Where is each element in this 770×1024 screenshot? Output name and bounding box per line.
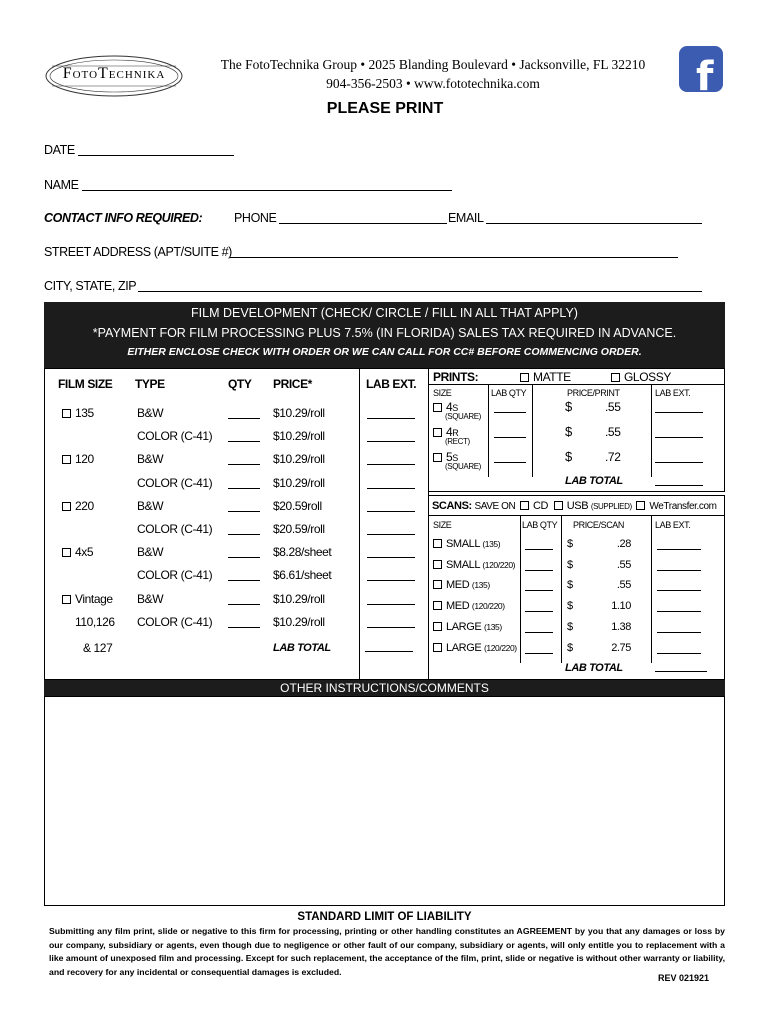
prints-lab-total-field[interactable] xyxy=(655,475,703,486)
film-price: $10.29/roll xyxy=(273,452,325,467)
print-price: .55 xyxy=(605,425,621,439)
scan-row xyxy=(429,559,724,577)
film-size-label: 120 xyxy=(75,452,94,467)
matte-checkbox[interactable] xyxy=(520,373,529,382)
scan-lab-ext-field[interactable] xyxy=(657,622,701,633)
film-qty-field[interactable] xyxy=(228,478,260,489)
film-type: COLOR (C-41) xyxy=(137,429,213,444)
scan-dollar: $ xyxy=(567,579,573,592)
scan-size-checkbox[interactable] xyxy=(433,601,442,610)
scans-price-header: PRICE/SCAN xyxy=(573,520,625,530)
film-banner-line3: EITHER ENCLOSE CHECK WITH ORDER OR WE CAN CALL FOR CC# BEFORE COMMENCING ORDER. xyxy=(127,346,642,358)
print-qty-field[interactable] xyxy=(494,427,526,438)
scan-size: LARGE xyxy=(446,641,482,654)
film-qty-field[interactable] xyxy=(228,594,260,605)
name-field[interactable] xyxy=(82,179,452,191)
print-size: 4 xyxy=(446,400,453,414)
revision-label: REV 021921 xyxy=(658,973,710,983)
film-size-label: 135 xyxy=(75,406,94,420)
scan-size-checkbox[interactable] xyxy=(433,539,442,548)
scan-lab-ext-field[interactable] xyxy=(657,601,701,612)
film-lab-ext-field[interactable] xyxy=(367,594,415,605)
film-lab-ext-field[interactable] xyxy=(367,524,415,535)
scan-qty-field[interactable] xyxy=(525,643,553,654)
scan-lab-ext-field[interactable] xyxy=(657,539,701,550)
price-header: PRICE* xyxy=(273,377,312,391)
film-qty-field[interactable] xyxy=(228,570,260,581)
print-row xyxy=(429,450,724,474)
film-price: $10.29/roll xyxy=(273,406,325,420)
matte-label: MATTE xyxy=(533,370,571,384)
liability-title: STANDARD LIMIT OF LIABILITY xyxy=(297,911,472,923)
film-row xyxy=(45,522,429,542)
film-size-cell[interactable] xyxy=(62,452,94,466)
film-type: B&W xyxy=(137,591,164,606)
print-size-sub: R xyxy=(452,428,459,438)
film-size-label: Vintage xyxy=(75,591,113,606)
film-qty-field[interactable] xyxy=(228,617,260,628)
phone-field[interactable] xyxy=(279,212,447,224)
film-price: $8.28/sheet xyxy=(273,545,332,560)
film-size-label: 220 xyxy=(75,498,94,513)
scan-price: 2.75 xyxy=(611,641,631,654)
scans-qty-header: LAB QTY xyxy=(522,520,558,530)
print-dollar: $ xyxy=(565,449,572,464)
scan-size-note: (120/220) xyxy=(482,559,516,570)
scan-dollar: $ xyxy=(567,558,573,571)
scans-ext-header: LAB EXT. xyxy=(655,520,691,530)
comments-box[interactable] xyxy=(44,696,725,906)
cd-checkbox[interactable] xyxy=(520,501,529,510)
usb-label: USB xyxy=(566,500,589,512)
scan-size: SMALL xyxy=(446,558,480,571)
film-row xyxy=(45,615,429,635)
scan-price: .28 xyxy=(616,538,631,550)
prints-title: PRINTS: xyxy=(433,370,479,384)
city-field[interactable] xyxy=(138,280,702,292)
film-banner xyxy=(44,302,725,368)
scan-dollar: $ xyxy=(567,620,573,633)
film-lab-ext-field[interactable] xyxy=(367,617,415,628)
print-price: .72 xyxy=(605,450,621,464)
film-qty-field[interactable] xyxy=(228,547,260,558)
type-header: TYPE xyxy=(135,377,165,391)
scan-row xyxy=(429,642,724,660)
glossy-label: GLOSSY xyxy=(624,370,671,384)
film-price: $20.59/roll xyxy=(273,522,325,536)
qty-header: QTY xyxy=(228,377,252,391)
film-type: COLOR (C-41) xyxy=(137,522,213,536)
lab-ext-header: LAB EXT. xyxy=(366,377,417,391)
film-price: $6.61/sheet xyxy=(273,568,332,583)
print-dollar: $ xyxy=(565,424,572,439)
scan-size-cell[interactable] xyxy=(433,559,515,571)
scan-price: .55 xyxy=(616,558,631,571)
print-size: 5 xyxy=(446,450,453,464)
film-price: $10.29/roll xyxy=(273,475,325,490)
glossy-option[interactable] xyxy=(611,370,671,384)
scans-box xyxy=(428,495,725,680)
city-label: CITY, STATE, ZIP xyxy=(44,279,137,293)
film-row xyxy=(45,476,429,496)
film-size-checkbox[interactable] xyxy=(62,502,71,511)
film-type: COLOR (C-41) xyxy=(137,614,213,629)
scan-size: MED xyxy=(446,579,470,592)
scan-size-checkbox[interactable] xyxy=(433,580,442,589)
film-row xyxy=(45,406,429,426)
film-lab-ext-field[interactable] xyxy=(367,478,415,489)
scans-title: SCANS: xyxy=(432,500,472,512)
print-size-sub: S xyxy=(452,453,458,463)
scan-dollar: $ xyxy=(567,641,573,654)
film-table xyxy=(44,368,428,680)
film-qty-field[interactable] xyxy=(228,408,260,419)
scan-qty-field[interactable] xyxy=(525,580,553,591)
film-size-cell[interactable] xyxy=(62,499,94,513)
scan-size-note: (120/220) xyxy=(483,642,517,653)
scan-row xyxy=(429,600,724,618)
scan-price: .55 xyxy=(616,579,631,592)
film-price: $10.29/roll xyxy=(273,591,325,606)
scan-size-cell[interactable] xyxy=(433,538,500,550)
scan-size-checkbox[interactable] xyxy=(433,560,442,569)
film-size-cell xyxy=(75,615,115,629)
print-row xyxy=(429,400,724,424)
usb-checkbox[interactable] xyxy=(554,501,563,510)
film-size-checkbox[interactable] xyxy=(62,409,71,418)
film-price: $10.29/roll xyxy=(273,429,325,444)
scan-qty-field[interactable] xyxy=(525,560,553,571)
film-size-cell[interactable] xyxy=(62,545,93,559)
prints-lab-total-label: LAB TOTAL xyxy=(565,475,623,487)
film-qty-field[interactable] xyxy=(228,501,260,512)
film-banner-line1: FILM DEVELOPMENT (CHECK/ CIRCLE / FILL IN ALL THAT APPLY) xyxy=(191,306,578,320)
contact-required-label: CONTACT INFO REQUIRED: xyxy=(44,211,203,225)
comments-header: OTHER INSTRUCTIONS/COMMENTS xyxy=(44,680,725,696)
scan-row xyxy=(429,621,724,639)
scan-qty-field[interactable] xyxy=(525,539,553,550)
print-size-checkbox[interactable] xyxy=(433,428,442,437)
scan-size: SMALL xyxy=(446,538,480,550)
film-row xyxy=(45,452,429,472)
film-lab-total-field[interactable] xyxy=(365,641,413,652)
film-size-cell[interactable] xyxy=(62,592,113,606)
print-size-checkbox[interactable] xyxy=(433,403,442,412)
film-type: B&W xyxy=(137,545,164,560)
film-row xyxy=(45,568,429,588)
print-lab-ext-field[interactable] xyxy=(655,402,703,413)
film-size-label: 110,126 xyxy=(75,614,115,629)
film-qty-field[interactable] xyxy=(228,524,260,535)
film-type: B&W xyxy=(137,406,164,420)
scan-row xyxy=(429,538,724,556)
film-size-cell[interactable] xyxy=(62,406,94,420)
email-label: EMAIL xyxy=(448,211,484,225)
wetransfer-checkbox[interactable] xyxy=(636,501,645,510)
print-row xyxy=(429,425,724,449)
date-label: DATE xyxy=(44,143,75,157)
print-size-checkbox[interactable] xyxy=(433,453,442,462)
scan-qty-field[interactable] xyxy=(525,622,553,633)
usb-note: (SUPPLIED) xyxy=(590,502,632,511)
company-line: The FotoTechnika Group • 2025 Blanding Boulevard • Jacksonville, FL 32210 xyxy=(220,57,646,72)
street-label: STREET ADDRESS (APT/SUITE #) xyxy=(44,245,232,259)
scans-lab-total-field[interactable] xyxy=(655,661,707,672)
scan-size-checkbox[interactable] xyxy=(433,622,442,631)
scan-size-note: (135) xyxy=(482,539,501,549)
film-price: $10.29/roll xyxy=(273,614,325,629)
scan-size-cell[interactable] xyxy=(433,579,490,591)
matte-option[interactable] xyxy=(520,370,571,384)
prints-size-header: SIZE xyxy=(433,388,452,398)
prints-box xyxy=(428,368,725,492)
film-size-checkbox[interactable] xyxy=(62,595,71,604)
print-size-sub: S xyxy=(452,403,458,413)
scan-lab-ext-field[interactable] xyxy=(657,580,701,591)
scan-qty-field[interactable] xyxy=(525,601,553,612)
scans-title-row xyxy=(432,500,717,512)
facebook-icon[interactable]: f xyxy=(679,46,723,92)
scans-lab-total-label: LAB TOTAL xyxy=(565,662,623,674)
date-field[interactable] xyxy=(78,144,234,156)
scan-dollar: $ xyxy=(567,538,573,550)
film-size-checkbox[interactable] xyxy=(62,548,71,557)
scan-price: 1.38 xyxy=(611,620,631,633)
scan-size-note: (120/220) xyxy=(471,601,505,612)
film-size-header: FILM SIZE xyxy=(58,377,113,391)
save-on-label: SAVE ON xyxy=(474,501,516,512)
logo-text: FotoTechnika xyxy=(62,65,166,82)
film-price: $20.59roll xyxy=(273,498,322,513)
scan-dollar: $ xyxy=(567,600,573,613)
scan-lab-ext-field[interactable] xyxy=(657,560,701,571)
phone-label: PHONE xyxy=(234,211,277,225)
scan-size: LARGE xyxy=(446,620,482,633)
email-field[interactable] xyxy=(486,212,702,224)
prints-ext-header: LAB EXT. xyxy=(655,388,691,398)
scan-size-checkbox[interactable] xyxy=(433,643,442,652)
name-label: NAME xyxy=(44,178,79,192)
print-qty-field[interactable] xyxy=(494,402,526,413)
film-type: B&W xyxy=(137,452,164,467)
film-row xyxy=(45,592,429,612)
film-row xyxy=(45,545,429,565)
film-row xyxy=(45,429,429,449)
print-size-note: (SQUARE) xyxy=(445,412,481,421)
page-title: PLEASE PRINT xyxy=(326,100,444,117)
contact-line: 904-356-2503 • www.fototechnika.com xyxy=(326,76,540,91)
film-qty-field[interactable] xyxy=(228,431,260,442)
print-size: 4 xyxy=(446,425,453,439)
scan-size-cell[interactable] xyxy=(433,642,517,654)
print-lab-ext-field[interactable] xyxy=(655,427,703,438)
print-qty-field[interactable] xyxy=(494,452,526,463)
print-dollar: $ xyxy=(565,399,572,414)
print-size-note: (RECT) xyxy=(445,437,470,446)
film-lab-ext-field[interactable] xyxy=(367,454,415,465)
film-size-checkbox[interactable] xyxy=(62,455,71,464)
film-lab-ext-field[interactable] xyxy=(367,547,415,558)
scan-row xyxy=(429,579,724,597)
scan-price: 1.10 xyxy=(611,600,631,613)
film-lab-ext-field[interactable] xyxy=(367,501,415,512)
film-lab-ext-field[interactable] xyxy=(367,570,415,581)
scan-size-note: (135) xyxy=(471,580,490,591)
film-size-extra: & 127 xyxy=(83,641,113,655)
scan-size-cell[interactable] xyxy=(433,621,502,633)
prints-price-header: PRICE/PRINT xyxy=(567,388,620,398)
scan-size-note: (135) xyxy=(483,621,502,632)
film-lab-ext-field[interactable] xyxy=(367,408,415,419)
company-logo xyxy=(44,52,184,100)
film-banner-line2: *PAYMENT FOR FILM PROCESSING PLUS 7.5% (IN FLORIDA) SALES TAX REQUIRED IN ADVANCE. xyxy=(92,326,677,340)
print-price: .55 xyxy=(605,400,621,414)
film-qty-field[interactable] xyxy=(228,454,260,465)
scan-size: MED xyxy=(446,600,470,613)
film-type: COLOR (C-41) xyxy=(137,475,213,490)
liability-text: Submitting any film print, slide or negative to this firm for processing, printing or other handling constitutes an AGREEMENT by you that any damages or loss by our company, subsidiary or agents, even though due to negligence or other fault of our company, subsidiary or agents, will only entitle you to replacement with a like amount of unexposed film and processing. Except for such replacement, the acceptance of the film, print, slide or negative is without other warranty or liability, and recovery for any incidental or consequential damages is excluded. xyxy=(49,926,725,977)
film-lab-ext-field[interactable] xyxy=(367,431,415,442)
film-type: COLOR (C-41) xyxy=(137,568,213,583)
scan-size-cell[interactable] xyxy=(433,600,505,612)
glossy-checkbox[interactable] xyxy=(611,373,620,382)
film-size-label: 4x5 xyxy=(75,545,94,560)
print-size-note: (SQUARE) xyxy=(445,462,481,471)
cd-label: CD xyxy=(533,500,549,512)
film-row xyxy=(45,499,429,519)
wetransfer-label: WeTransfer.com xyxy=(649,501,717,512)
street-field[interactable] xyxy=(230,246,678,258)
print-lab-ext-field[interactable] xyxy=(655,452,703,463)
film-lab-total-label: LAB TOTAL xyxy=(273,642,331,654)
scan-lab-ext-field[interactable] xyxy=(657,643,701,654)
prints-qty-header: LAB QTY xyxy=(491,388,527,398)
film-type: B&W xyxy=(137,498,164,513)
scans-size-header: SIZE xyxy=(433,520,452,530)
